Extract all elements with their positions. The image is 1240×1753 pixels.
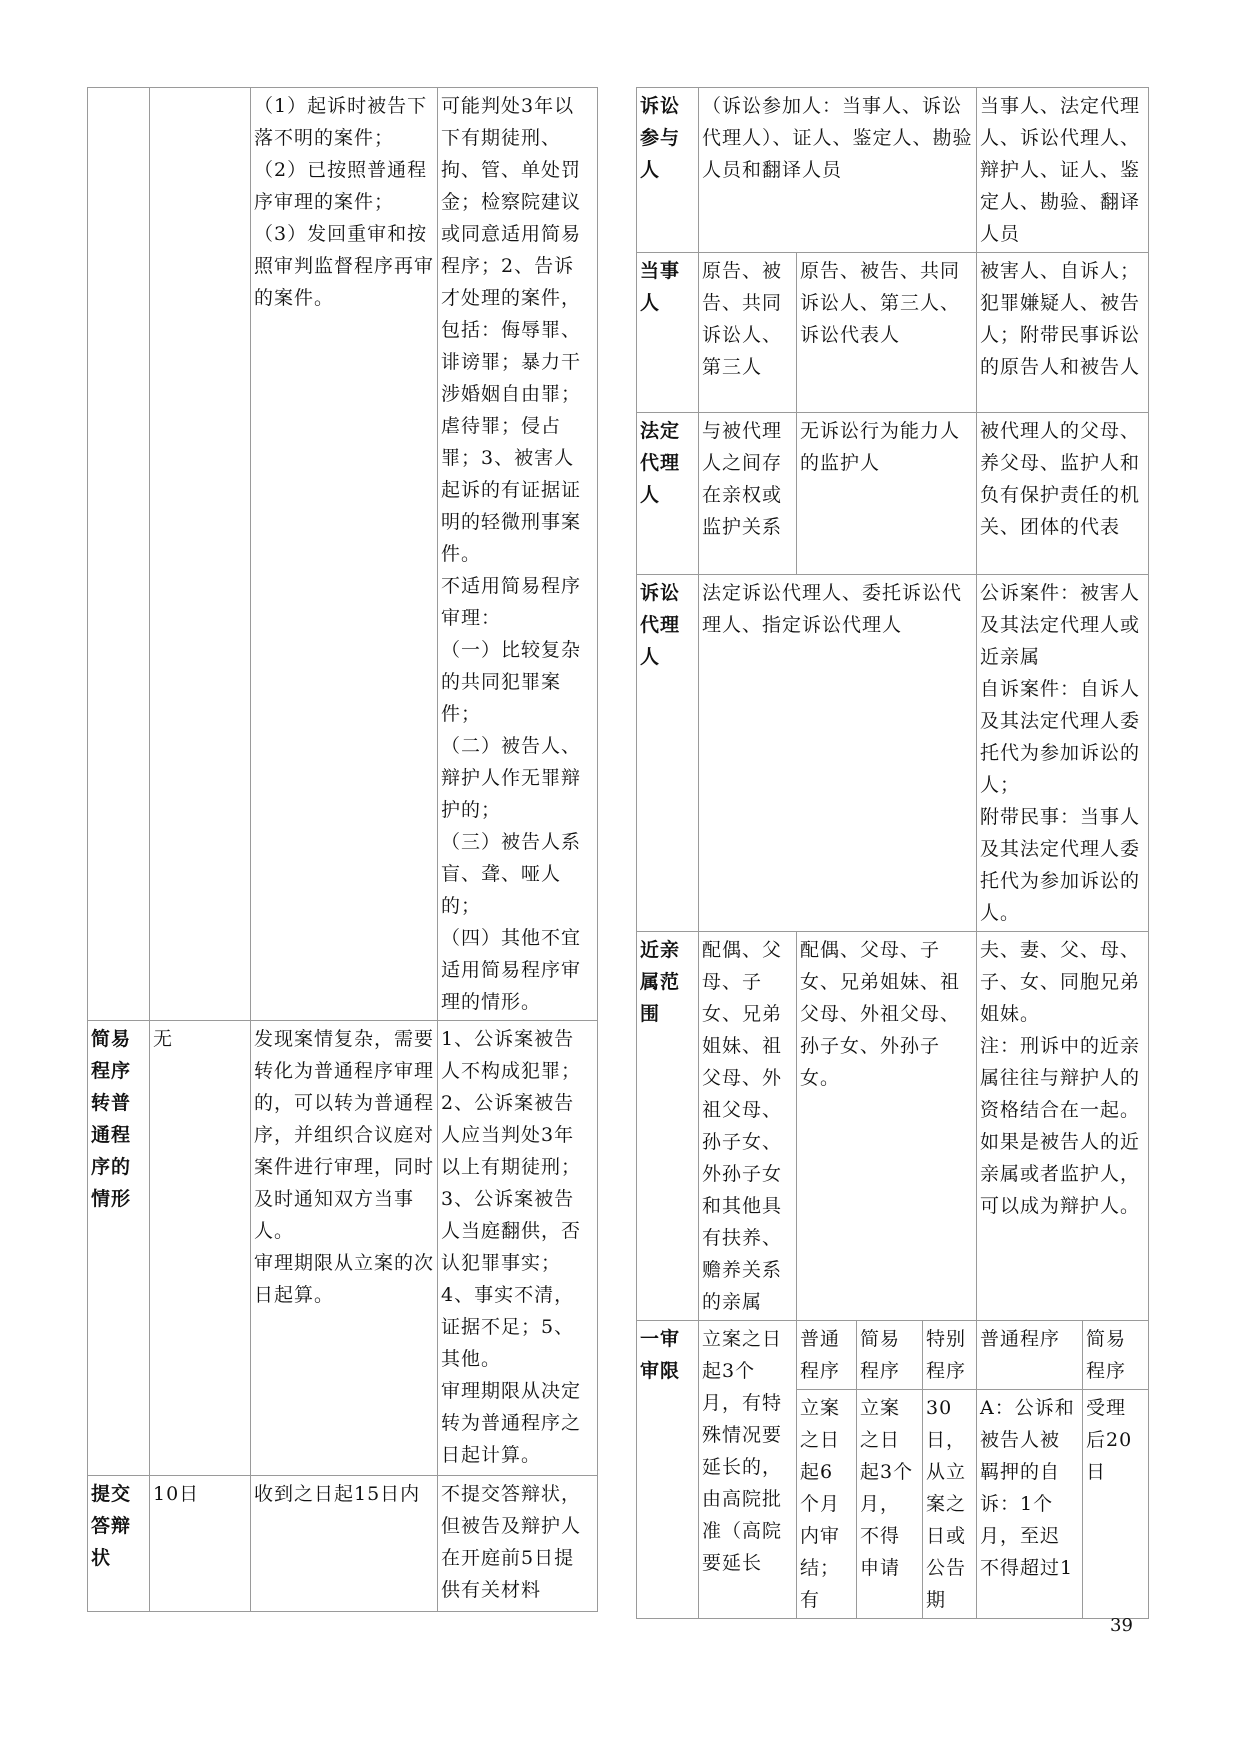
table-row (88, 1021, 598, 1476)
table-row (637, 88, 1149, 253)
table-cell: 被代理人的父母、养父母、监护人和负有保护责任的机关、团体的代表 (977, 413, 1149, 575)
table-cell: 公诉案件：被害人及其法定代理人或近亲属 自诉案件：自诉人及其法定代理人委托代为参加诉讼的人； 附带民事：当事人及其法定代理人委托代为参加诉讼的人。 (977, 575, 1149, 932)
table-cell: 配偶、父母、子女、兄弟姐妹、祖父母、外祖父母、孙子女、外孙子女和其他具有扶养、赡养关系的亲属 (699, 932, 797, 1321)
table-cell: 立案之日起6个月内审结；有 (797, 1390, 857, 1619)
table-cell: 与被代理人之间存在亲权或监护关系 (699, 413, 797, 575)
row-label: 近亲属范围 (637, 932, 699, 1321)
table-cell: 特别程序 (923, 1321, 977, 1390)
table-cell: 原告、被告、共同诉讼人、第三人、诉讼代表人 (797, 253, 977, 413)
row-label: 当事人 (637, 253, 699, 413)
table-cell: 法定诉讼代理人、委托诉讼代理人、指定诉讼代理人 (699, 575, 977, 932)
table-cell: 受理后20日 (1083, 1390, 1149, 1619)
table-cell: 普通程序 (797, 1321, 857, 1390)
row-label: 法定代理人 (637, 413, 699, 575)
table-cell: 无诉讼行为能力人的监护人 (797, 413, 977, 575)
row-label: 一审审限 (637, 1321, 699, 1619)
table-row (88, 1476, 598, 1612)
page-number: 39 (1110, 1615, 1133, 1636)
table-cell: 发现案情复杂，需要转化为普通程序审理的，可以转为普通程序，并组织合议庭对案件进行审理，同时及时通知双方当事人。 审理期限从立案的次日起算。 (251, 1021, 438, 1476)
table-cell: 立案之日起3个月，不得申请 (857, 1390, 923, 1619)
table-cell: 普通程序 (977, 1321, 1083, 1390)
table-row (637, 575, 1149, 932)
table-row (88, 88, 598, 1021)
row-label: 提交答辩状 (88, 1476, 150, 1612)
table-cell: 原告、被告、共同诉讼人、第三人 (699, 253, 797, 413)
table-cell: 不提交答辩状，但被告及辩护人在开庭前5日提供有关材料 (438, 1476, 598, 1612)
row-label: 诉讼参与人 (637, 88, 699, 253)
table-cell: 立案之日起3个月，有特殊情况要延长的，由高院批准（高院要延长 (699, 1321, 797, 1619)
table-cell: 简易程序 (857, 1321, 923, 1390)
table-cell: （诉讼参加人：当事人、诉讼代理人）、证人、鉴定人、勘验人员和翻译人员 (699, 88, 977, 253)
table-cell: 1、公诉案被告人不构成犯罪； 2、公诉案被告人应当判处3年以上有期徒刑； 3、公诉案被告人当庭翻供，否认犯罪事实； 4、事实不清，证据不足；5、其他。 审理期限从决定转为普通程序之日起计算。 (438, 1021, 598, 1476)
row-label: 诉讼代理人 (637, 575, 699, 932)
table-cell: 收到之日起15日内 (251, 1476, 438, 1612)
row-label (88, 88, 150, 1021)
table-row (637, 1321, 1149, 1390)
table-cell: 简易程序 (1083, 1321, 1149, 1390)
table-cell: （1）起诉时被告下落不明的案件； （2）已按照普通程序审理的案件； （3）发回重审和按照审判监督程序再审的案件。 (251, 88, 438, 1021)
table-cell: 夫、妻、父、母、子、女、同胞兄弟姐妹。 注：刑诉中的近亲属往往与辩护人的资格结合在一起。如果是被告人的近亲属或者监护人，可以成为辩护人。 (977, 932, 1149, 1321)
table-cell (150, 88, 251, 1021)
table-row (637, 413, 1149, 575)
table-cell: 当事人、法定代理人、诉讼代理人、辩护人、证人、鉴定人、勘验、翻译人员 (977, 88, 1149, 253)
left-table (87, 87, 598, 1612)
table-row (637, 253, 1149, 413)
table-cell: A：公诉和被告人被羁押的自诉：1个月，至迟不得超过1 (977, 1390, 1083, 1619)
table-cell: 10日 (150, 1476, 251, 1612)
table-cell: 可能判处3年以下有期徒刑、拘、管、单处罚金；检察院建议或同意适用简易程序；2、告诉才处理的案件，包括：侮辱罪、诽谤罪；暴力干涉婚姻自由罪；虐待罪；侵占罪；3、被害人起诉的有证据证明的轻微刑事案件。 不适用简易程序审理： （一）比较复杂的共同犯罪案件； （二）被告人、辩护人作无罪辩护的； （三）被告人系盲、聋、哑人的； （四）其他不宜适用简易程序审理的情形。 (438, 88, 598, 1021)
row-label: 简易程序转普通程序的情形 (88, 1021, 150, 1476)
table-cell: 被害人、自诉人；犯罪嫌疑人、被告人；附带民事诉讼的原告人和被告人 (977, 253, 1149, 413)
right-table (636, 87, 1149, 1619)
table-cell: 无 (150, 1021, 251, 1476)
table-row (637, 932, 1149, 1321)
table-cell: 30日，从立案之日或公告期 (923, 1390, 977, 1619)
table-cell: 配偶、父母、子女、兄弟姐妹、祖父母、外祖父母、孙子女、外孙子女。 (797, 932, 977, 1321)
